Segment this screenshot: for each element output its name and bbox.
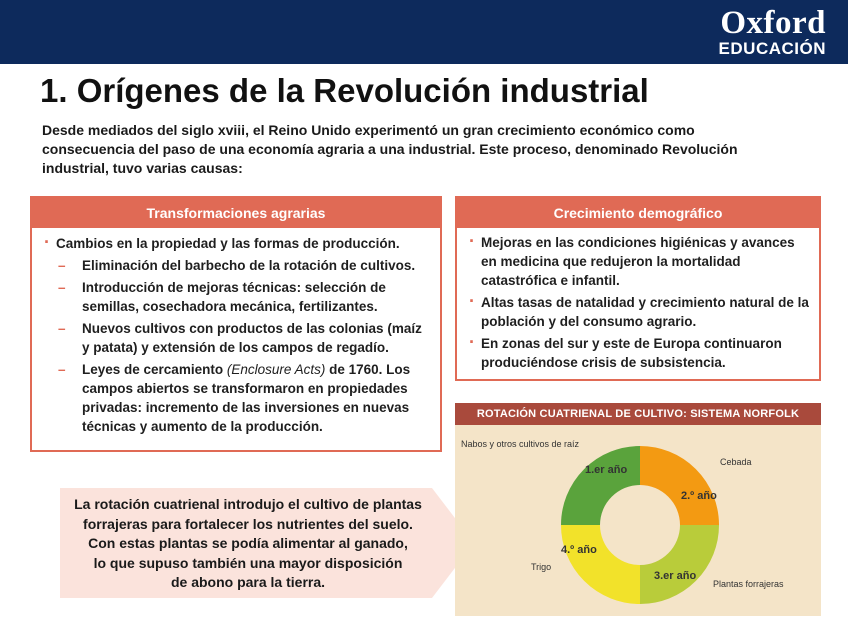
agrarian-heading: Transformaciones agrarias <box>32 198 440 228</box>
intro-line: industrial, tuvo varias causas: <box>42 160 243 176</box>
agrarian-transformations-box <box>30 196 442 452</box>
logo-brand-subtitle: EDUCACIÓN <box>718 39 826 58</box>
enclosure-text-b: de 1760. Los campos abiertos se transformaron en propiedades privadas: incremento de las inversiones en nuevas técnicas y aumento de la producción. <box>82 362 411 434</box>
enclosure-acts-italic: (Enclosure Acts) <box>226 362 326 377</box>
segment-year2-orange <box>640 445 720 525</box>
header-bar <box>0 0 848 64</box>
demographic-bullet: · En zonas del sur y este de Europa continuaron produciéndose crisis de subsistencia. <box>467 334 811 372</box>
demographic-heading: Crecimiento demográfico <box>457 198 819 228</box>
callout-text <box>60 495 436 593</box>
label-year4: 4.º año <box>561 544 597 556</box>
label-cebada: Cebada <box>720 457 752 467</box>
agrarian-list <box>32 228 440 436</box>
intro-paragraph <box>42 121 762 178</box>
agrarian-subitem: – Introducción de mejoras técnicas: selección de semillas, cosechadora mecánica, fertilizantes. <box>42 278 432 316</box>
label-year3: 3.er año <box>654 570 697 582</box>
page-title: 1. Orígenes de la Revolución industrial <box>40 72 649 109</box>
agrarian-subitem-enclosure <box>42 360 432 436</box>
label-trigo: Trigo <box>531 562 552 572</box>
demographic-list <box>457 228 819 372</box>
label-forrajeras: Plantas forrajeras <box>713 579 784 589</box>
demographic-growth-box <box>455 196 821 381</box>
label-nabos: Nabos y otros cultivos de raíz <box>461 439 580 449</box>
enclosure-text-a: Leyes de cercamiento <box>82 362 227 377</box>
intro-line: consecuencia del paso de una economía agraria a una industrial. Este proceso, denominado Revolución <box>42 141 738 157</box>
callout-line: La rotación cuatrienal introdujo el cultivo de plantas <box>74 496 422 512</box>
callout-line: Con estas plantas se podía alimentar al ganado, <box>88 535 408 551</box>
rotation-diagram <box>455 425 821 616</box>
logo-brand-name: Oxford <box>720 5 826 41</box>
segment-year4-yellow <box>560 525 640 605</box>
demographic-bullet: · Mejoras en las condiciones higiénicas y avances en medicina que redujeron la mortalidad catastrófica e infantil. <box>467 233 811 290</box>
callout-line: forrajeras para fortalecer los nutrientes del suelo. <box>83 515 413 532</box>
demographic-bullet: · Altas tasas de natalidad y crecimiento natural de la población y del consumo agrario. <box>467 293 811 331</box>
oxford-logo <box>719 6 826 58</box>
agrarian-subitem: – Eliminación del barbecho de la rotación de cultivos. <box>42 256 432 275</box>
callout-line: lo que supuso también una mayor disposición <box>93 554 403 571</box>
callout-line: de abono para la tierra. <box>170 574 326 590</box>
agrarian-subitem: – Nuevos cultivos con productos de las colonias (maíz y patata) y extensión de los campos de regadío. <box>42 319 432 357</box>
segment-year3-lime <box>640 525 720 605</box>
label-year1: 1.er año <box>585 464 628 476</box>
label-year2: 2.º año <box>681 490 717 502</box>
rotation-callout <box>60 488 476 598</box>
segment-year1-green <box>560 445 640 525</box>
intro-line: Desde mediados del siglo xviii, el Reino Unido experimentó un gran crecimiento económico como <box>42 122 695 138</box>
agrarian-bullet: · Cambios en la propiedad y las formas de producción. <box>42 234 432 253</box>
norfolk-rotation-figure <box>455 403 821 616</box>
figure-heading: ROTACIÓN CUATRIENAL DE CULTIVO: SISTEMA NORFOLK <box>455 403 821 425</box>
